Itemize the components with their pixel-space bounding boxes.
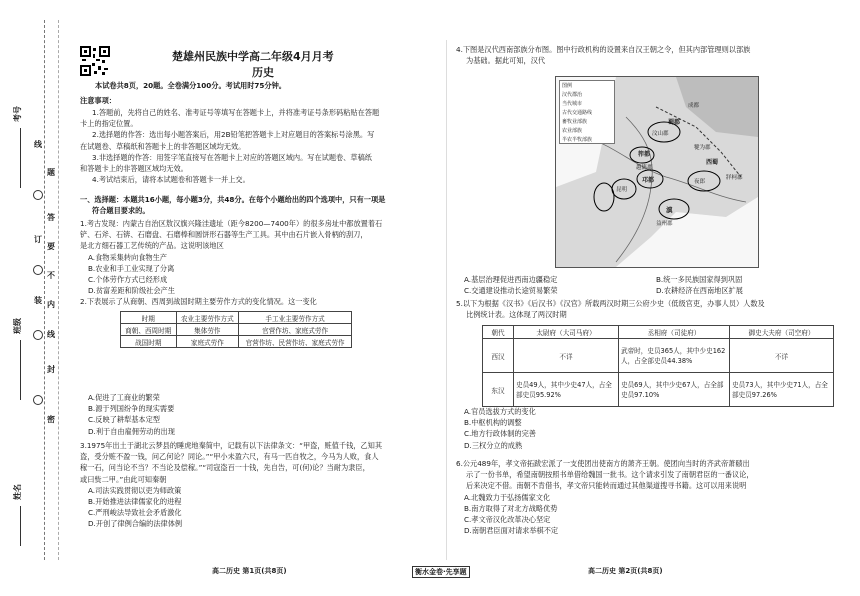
q1-option-c[interactable]: C.个体劳作方式已经形成 (88, 275, 168, 285)
q3-stem-line: 3.1975年出土于湖北云梦县的睡虎地秦简中，记载有以下法律条文：“甲盗，赃值千钱，乙知其 (80, 441, 383, 450)
map-place-label: 筰都 (638, 151, 651, 158)
subject-title: 历史 (252, 66, 274, 79)
q3-option-b[interactable]: B.开始推进法律儒家化的进程 (88, 497, 182, 507)
note-line: 4.考试结束后，请将本试题卷和答题卡一并上交。 (92, 175, 250, 185)
column-divider (446, 40, 447, 560)
q4-option-a[interactable]: A.基层治理促进西南边疆稳定 (464, 275, 558, 284)
q2-header-period: 时期 (121, 312, 177, 324)
legend-item: 农业部族 (562, 128, 583, 134)
q4-option-b[interactable]: B.统一多民族国家得到巩固 (656, 275, 743, 284)
table-cell: 战国时期 (121, 336, 177, 348)
table-cell: 不详 (730, 339, 834, 373)
q2-option-c[interactable]: C.反映了耕犁基本定型 (88, 415, 160, 425)
class-label: 班级 (13, 318, 22, 334)
seal-char: 订 (34, 235, 42, 244)
seal-char: 装 (34, 296, 42, 305)
q5-header-chengxiang: 丞相府（司徒府） (619, 326, 730, 339)
q4-map (555, 76, 759, 268)
map-place-label: 邛都 (642, 177, 655, 184)
note-line: 3.非选择题的作答：用签字笔直接写在答题卡上对应的答题区域内。写在试题卷、草稿纸 (92, 152, 372, 162)
note-line: 1.答题前，先将自己的姓名、准考证号等填写在答题卡上，并将准考证号条形码粘贴在答题 (92, 108, 380, 117)
section-heading: 一、选择题：本题共16小题，每小题3分，共48分。在每个小题给出的四个选项中，只有一项是 (80, 195, 386, 204)
q4-stem-line: 为基础。据此可知，汉代 (466, 56, 546, 66)
question-6 (456, 458, 754, 536)
map-place-label: 汶山郡 (652, 131, 669, 137)
legend-item: 古代交通路线 (562, 110, 593, 116)
table-cell: 集体劳作 (176, 324, 239, 336)
table-cell: 官营作坊、家庭式劳作 (239, 324, 352, 336)
table-cell: 史员73人，其中少史71人，占全部史员97.26% (730, 373, 834, 407)
footer-page-left: 高二历史 第1页(共8页) (212, 567, 287, 575)
legend-item: 半农半牧部族 (562, 137, 593, 143)
q3-option-c[interactable]: C.严刑峻法导致社会矛盾激化 (88, 508, 182, 518)
note-line: 2.选择题的作答：选出每小题答案后，用2B铅笔把答题卡上对应题目的答案标号涂黑。写 (92, 130, 375, 140)
legend-item: 畜牧业部族 (562, 119, 588, 125)
class-line (20, 340, 21, 400)
q2-option-d[interactable]: D.利于自由雇佣劳动的出现 (88, 426, 175, 436)
seal-circle (33, 395, 43, 405)
map-place-label: 越巂郡 (636, 165, 653, 171)
map-place-label: 蜀郡 (668, 119, 681, 126)
q5-header-dynasty: 朝代 (483, 326, 514, 339)
seal-char: 封 (47, 365, 55, 374)
q2-option-a[interactable]: A.促进了工商业的繁荣 (88, 393, 160, 402)
q3-stem-line: 盗，受分赃不盈一钱，问乙何论？同论。”“甲小未盈六尺，有马一匹自牧之，今马为人败，食人 (80, 452, 379, 462)
legend-item: 汉代郡治 (562, 92, 583, 98)
seal-char: 线 (34, 140, 42, 149)
q1-option-b[interactable]: B.农业和手工业实现了分离 (88, 263, 175, 273)
q5-option-a[interactable]: A.官员选拔方式的变化 (464, 407, 536, 416)
exam-info: 本试卷共8页，20题。全卷满分100分。考试用时75分钟。 (95, 81, 286, 90)
exam-no-line (20, 128, 21, 188)
q4-option-c[interactable]: C.交通建设推动长途贸易繁荣 (464, 286, 558, 296)
seal-circle (33, 330, 43, 340)
seal-circle (33, 190, 43, 200)
q4-option-d[interactable]: D.农耕经济在西南地区扩展 (656, 286, 743, 296)
q2-header-craft: 手工业主要劳作方式 (239, 312, 352, 324)
q2-stem: 2.下表展示了从商朝、西周到战国时期主要劳作方式的变化情况。这一变化 (80, 297, 317, 306)
table-cell: 家庭式劳作 (176, 336, 239, 348)
table-cell: 商朝、西周时期 (121, 324, 177, 336)
q5-stem-line: 比例统计表。这体现了两汉时期 (466, 310, 567, 320)
q5-option-c[interactable]: C.地方行政体制的完善 (464, 429, 536, 439)
q6-option-b[interactable]: B.南方取得了对北方战略优势 (464, 503, 558, 513)
map-place-label: 夜郎 (694, 179, 706, 185)
qr-code-icon (80, 46, 110, 76)
footer-brand: 衡水金卷·先享题 (412, 566, 470, 578)
q5-header-taiwei: 太尉府（大司马府） (514, 326, 619, 339)
seal-char: 答 (47, 213, 55, 222)
map-place-label: 滇 (666, 206, 673, 214)
map-place-label: 西蜀 (706, 159, 719, 166)
table-cell: 史员69人，其中少史67人，占全部史员97.10% (619, 373, 730, 407)
q1-option-a[interactable]: A.食物采集转向食物生产 (88, 252, 167, 262)
cut-line-outer (44, 20, 46, 560)
exam-title: 楚雄州民族中学高二年级4月月考 (172, 50, 334, 63)
q6-option-a[interactable]: A.北魏致力于弘扬儒家文化 (464, 492, 551, 502)
cut-line-inner (58, 20, 60, 560)
table-cell: 武帝时，史员365人，其中少史162人，占全部史员44.38% (619, 339, 730, 373)
q5-stem (456, 298, 765, 320)
binding-margin (0, 0, 62, 596)
legend-title: 图例 (562, 83, 573, 89)
q5-table (482, 325, 834, 407)
q2-table (120, 311, 352, 348)
q3-stem-line: 稼一石，问当论不当？不当论及偿稼。”“司寇盗百一十钱，先自告，可(何)论？当耐为隶臣， (80, 463, 370, 473)
q1-stem-line: 铲、石斧、石锛、石磨盘、石磨棒和圆饼形石器等生产工具。其中由石片嵌入骨柄的刮刀， (80, 230, 368, 240)
q2-option-b[interactable]: B.源于列国纷争的现实需要 (88, 404, 175, 414)
q1-stem-line: 1.考古发现：内蒙古自治区敖汉旗兴隆洼遗址（距今8200—7400年）的很多房址中都放置着石 (80, 219, 383, 228)
note-line: 和答题卡上的非答题区域均无效。 (80, 164, 188, 174)
q4-stem-line: 4.下图是汉代西南部族分布图。图中行政机构的设置来自汉王朝之令，但其内部管理则以部族 (456, 45, 751, 54)
footer-page-right: 高二历史 第2页(共8页) (588, 567, 663, 575)
table-cell: 不详 (514, 339, 619, 373)
legend-item: 当代城市 (562, 101, 583, 107)
note-line: 在试题卷、草稿纸和答题卡上的非答题区域均无效。 (80, 141, 246, 151)
q5-option-b[interactable]: B.中枢机构的调整 (464, 418, 522, 428)
seal-char: 密 (47, 415, 55, 424)
q5-option-d[interactable]: D.三权分立的成熟 (464, 440, 523, 450)
map-place-label: 犍为郡 (694, 145, 711, 151)
q3-option-d[interactable]: D.开创了律例合编的法律体例 (88, 519, 183, 529)
q1-option-d[interactable]: D.贫富差距和阶级社会产生 (88, 286, 175, 296)
seal-char: 要 (47, 242, 55, 251)
q5-stem-line: 5.以下为根据《汉书》《后汉书》《汉官》所载两汉时期三公府少史（低级官吏，办事人员）人数及 (456, 299, 765, 308)
q4-options (456, 274, 836, 296)
map-place-label: 益州郡 (656, 221, 673, 227)
table-cell: 史员49人，其中少史47人，占全部史员95.92% (514, 373, 619, 407)
q5-header-yushi: 御史大夫府（司空府） (730, 326, 834, 339)
note-line: 卡上的指定位置。 (80, 119, 138, 129)
q6-option-d[interactable]: D.南朝君臣面对请求举棋不定 (464, 526, 559, 536)
question-3 (80, 440, 382, 530)
notes-list (80, 107, 379, 185)
name-label: 姓名 (13, 484, 22, 500)
exam-no-label: 考号 (13, 106, 22, 122)
seal-char: 线 (47, 330, 55, 339)
q6-stem-line: 6.公元489年，孝文帝拓跋宏派了一支使团出使南方的萧齐王朝。使团向当时的齐武帝萧赜出 (456, 459, 750, 468)
map-legend (559, 80, 615, 144)
map-place-label: 牂柯郡 (726, 175, 743, 181)
map-place-label: 昆明 (616, 187, 628, 193)
table-cell: 官营作坊、民营作坊、家庭式劳作 (239, 336, 352, 348)
q6-stem-line: 后来决定不借。南朝不肯借书，孝文帝只能转而通过其他渠道搜寻书籍。这可以用来说明 (466, 481, 747, 491)
q5-options (456, 406, 536, 451)
q2-header-agri: 农业主要劳作方式 (176, 312, 239, 324)
table-cell: 西汉 (483, 339, 514, 373)
notes-title: 注意事项： (80, 96, 116, 105)
map-place-label: 成都 (688, 103, 700, 109)
table-cell: 东汉 (483, 373, 514, 407)
seal-char: 内 (47, 300, 55, 309)
q3-stem-line: 或曰赀二甲。”由此可知秦朝 (80, 474, 167, 484)
q6-option-c[interactable]: C.孝文帝汉化改革决心坚定 (464, 515, 551, 525)
q1-stem-line: 是北方细石器工艺传统的产品。这说明该地区 (80, 241, 224, 251)
q3-option-a[interactable]: A.司法实践贯彻以吏为师政策 (88, 485, 182, 495)
question-1 (80, 218, 382, 296)
seal-circle (33, 265, 43, 275)
section-heading-cont: 符合题目要求的。 (92, 206, 150, 215)
seal-char: 不 (47, 271, 55, 280)
name-line (20, 506, 21, 546)
q4-stem (456, 44, 750, 66)
seal-char: 题 (47, 168, 55, 177)
q2-options (80, 392, 175, 437)
q6-stem-line: 示了一份书单，希望南朝按照书单借给魏国一批书。这个请求引发了南朝君臣的一番议论， (466, 470, 754, 480)
